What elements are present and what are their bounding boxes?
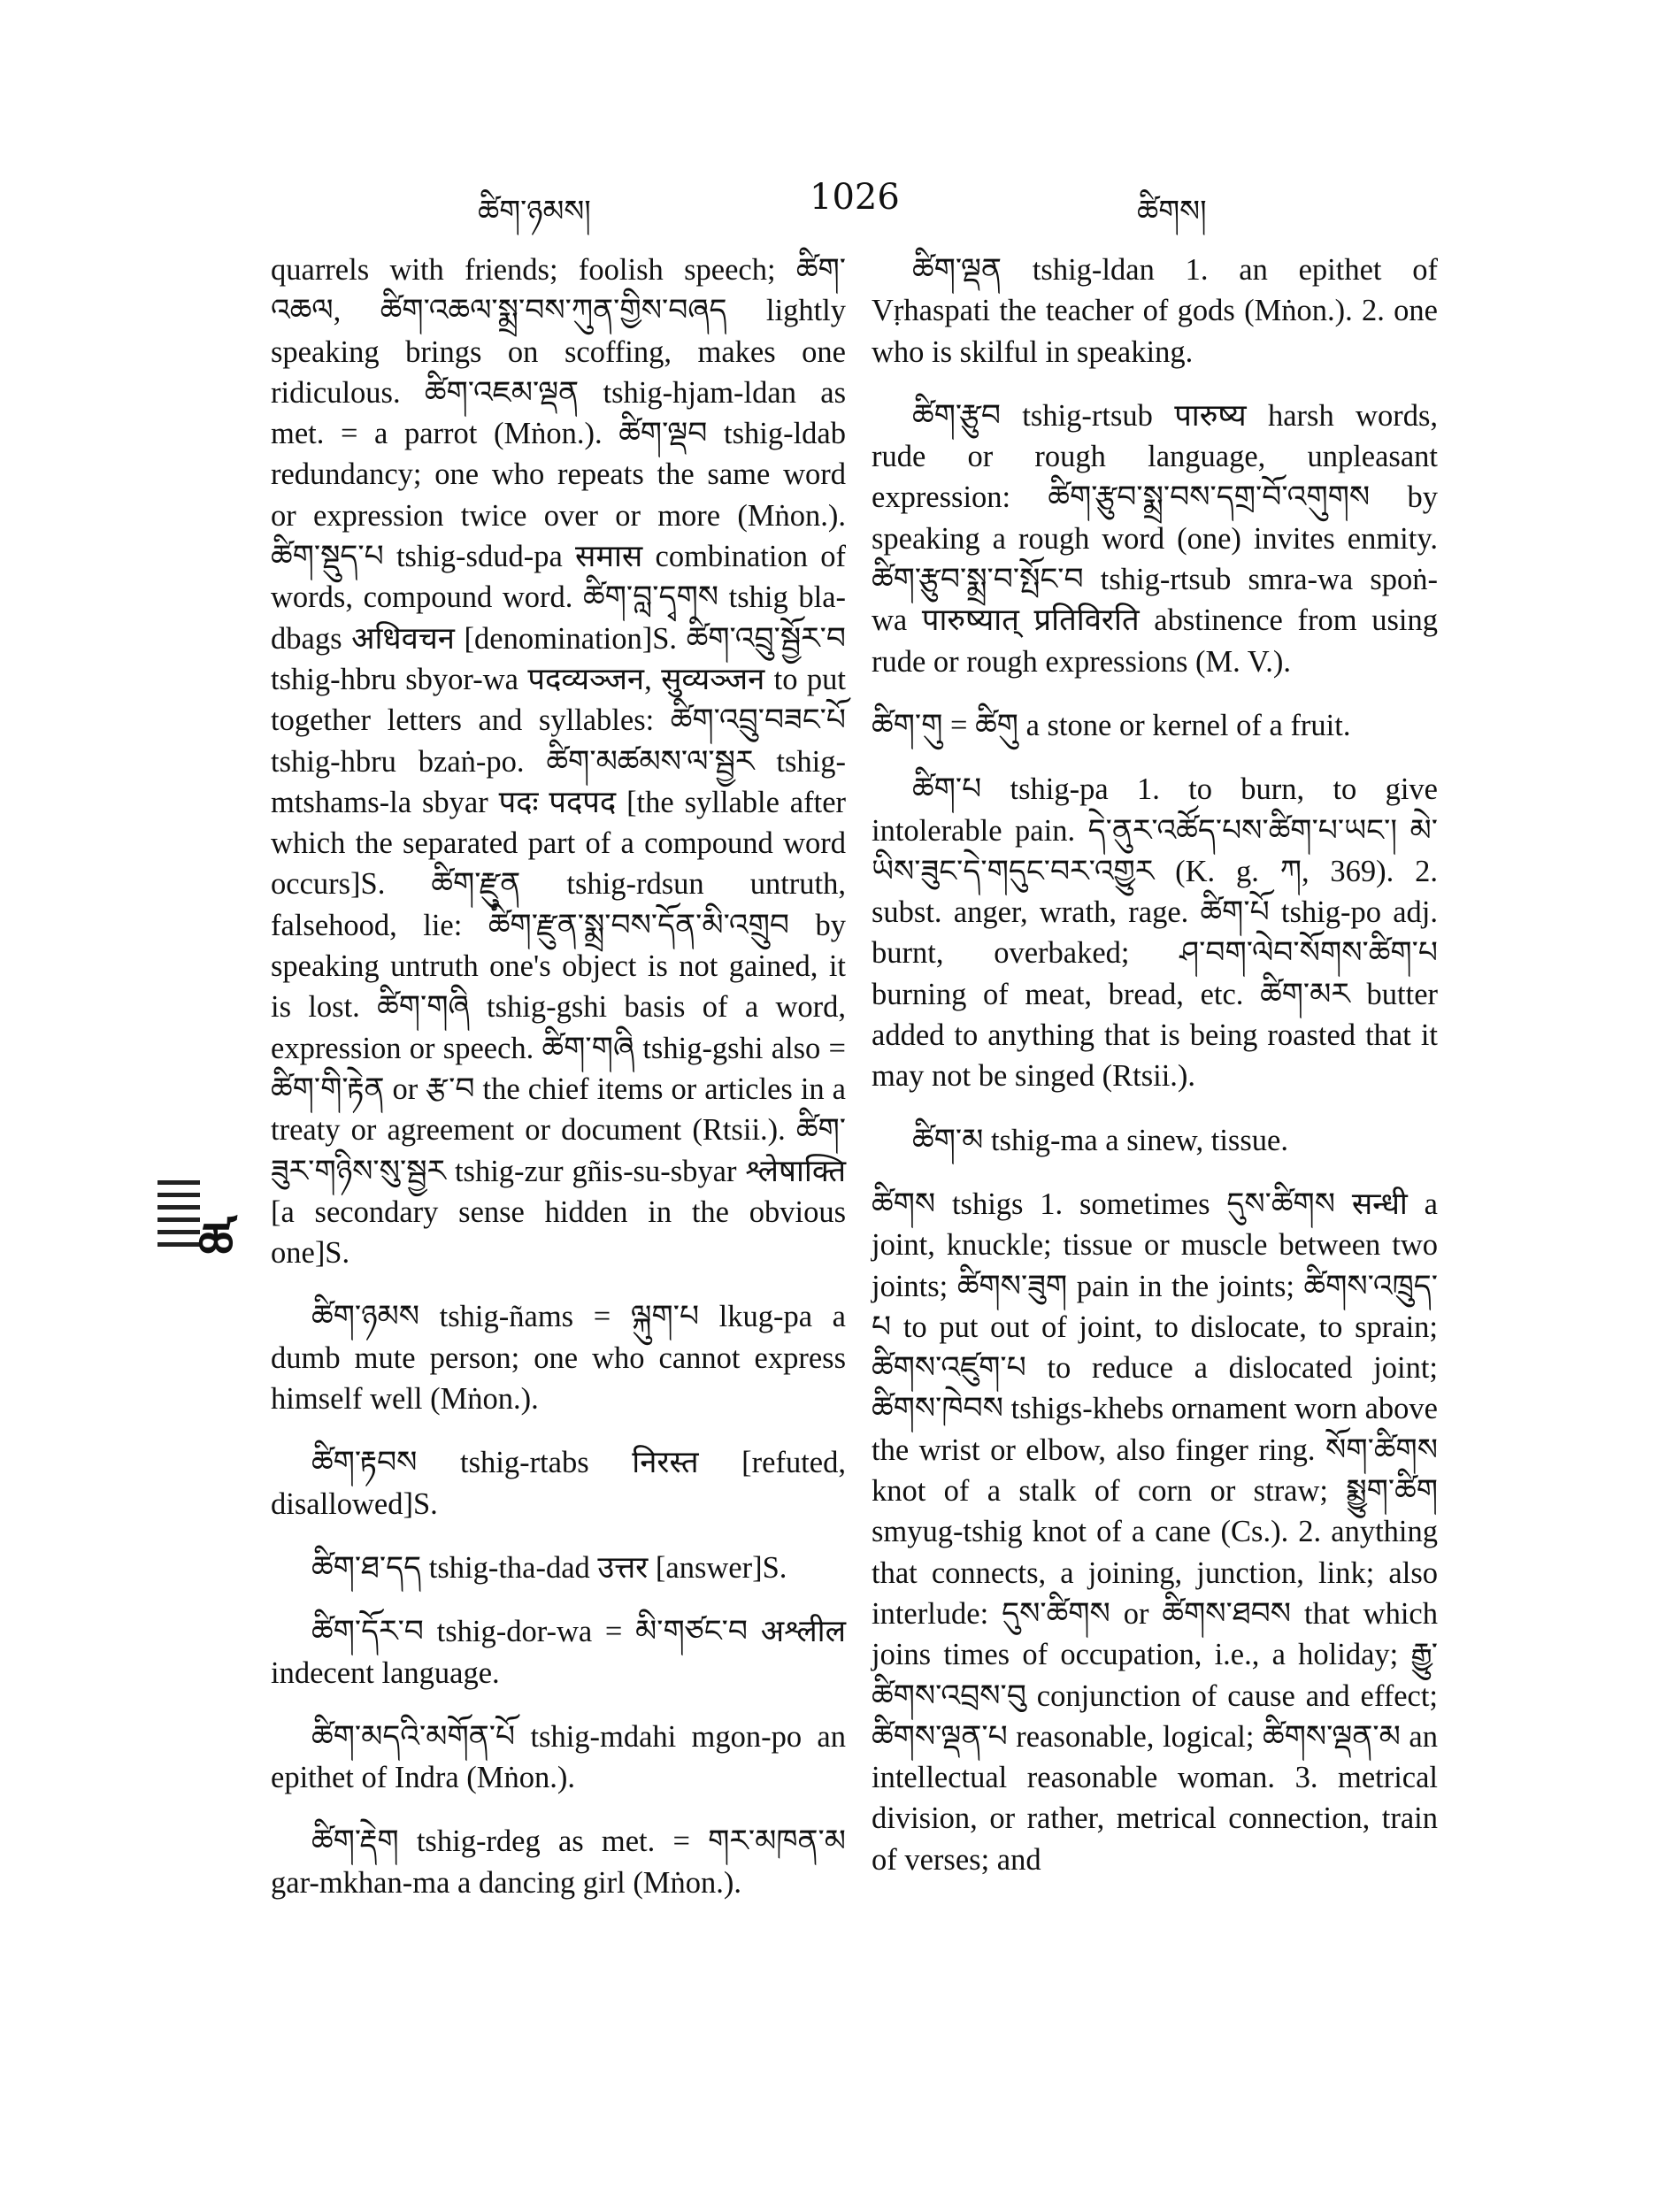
thumb-index-rule xyxy=(157,1230,200,1234)
running-head-right: ཚིགས། xyxy=(1137,194,1207,229)
dictionary-entry: ཚིག་ཐ་དད tshig-tha-dad उत्तर [answer]S. xyxy=(311,1550,787,1585)
right-column xyxy=(872,250,1438,1880)
dictionary-entry: ཚིག་ལྡན tshig-ldan 1. an epithet of Vṛhaspati the teacher of gods (Mṅon.). 2. one who is skilful in speaking. xyxy=(872,253,1438,369)
thumb-index-mark xyxy=(157,1177,242,1271)
dictionary-entry: ཚིག་མ tshig-ma a sinew, tissue. xyxy=(912,1123,1288,1157)
thumb-index-rule xyxy=(157,1217,200,1222)
thumb-index-letter: ཚ xyxy=(198,1213,234,1271)
dictionary-entry: ཚིག་མདའི་མགོན་པོ tshig-mdahi mgon-po an epithet of Indra (Mṅon.). xyxy=(271,1719,846,1795)
dictionary-entry: ཚིག་རྡེག tshig-rdeg as met. = གར་མཁན་མ gar-mkhan-ma a dancing girl (Mṅon.). xyxy=(271,1824,846,1900)
dictionary-entry: quarrels with friends; foolish speech; ཚིག་འཆལ, ཚིག་འཆལ་སྨྲ་བས་ཀུན་གྱིས་བཞད lightly speaking brings on scoffing, makes one ridiculous. ཚིག་འཇམ་ལྡན tshig-hjam-ldan as met. = a parrot (Mṅon.). ཚིག་ལྡབ tshig-ldab redundancy; one who repeats the same word or expression twice over or more (Mṅon.). ཚིག་སྡུད་པ tshig-sdud-pa समास combination of words, compound word. ཚིག་བླ་དྭགས tshig bla-dbags अधिवचन [denomination]S. ཚིག་འབྲུ་སྦྱོར་བ tshig-hbru sbyor-wa पदव्यञ्जन, सुव्यञ्जन to put together letters and syllables: ཚིག་འབྲུ་བཟང་པོ tshig-hbru bzaṅ-po. ཚིག་མཚམས་ལ་སྦྱར tshig-mtshams-la sbyar पदः पदपद [the syllable after which the separated part of a compound word occurs]S. ཚིག་རྫུན tshig-rdsun untruth, falsehood, lie: ཚིག་རྫུན་སྨྲ་བས་དོན་མི་འགྲུབ by speaking untruth one's object is not gained, it is lost. ཚིག་གཞི tshig-gshi basis of a word, expression or speech. ཚིག་གཞི tshig-gshi also = ཚིག་གི་རྟེན or རྩ་བ the chief items or articles in a treaty or agreement or document (Rtsii.). ཚིག་ཟུར་གཉིས་སུ་སྦྱར tshig-zur gñis-su-sbyar श्लेषाक्ति [a secondary sense hidden in the obvious one]S. xyxy=(271,253,846,1271)
running-head xyxy=(265,177,1433,230)
page-number: 1026 xyxy=(810,177,900,218)
dictionary-entry: ཚིག་རྩུབ tshig-rtsub पारुष्य harsh words, rude or rough language, unpleasant expression: ཚིག་རྩུབ་སྨྲ་བས་དགྲ་བོ་འགུགས by speaking a rough word (one) invites enmity. ཚིག་རྩུབ་སྨྲ་བ་སྤོང་བ tshig-rtsub smra-wa spoṅ-wa पारुष्यात् प्रतिविरति abstinence from using rude or rough expressions (M. V.). xyxy=(872,398,1438,679)
thumb-index-rule xyxy=(157,1180,200,1185)
running-head-left: ཚིག་ཉམས། xyxy=(478,194,591,229)
dictionary-entry: ཚིག་པ tshig-pa 1. to burn, to give intolerable pain. དེ་ནུར་འཚོད་པས་ཚིག་པ་ཡང་། མེ་ཡིས་ཟུང་དེ་གདུང་བར་འགྱུར (K. g. ཀ, 369). 2. subst. anger, wrath, rage. ཚིག་པོ tshig-po adj. burnt, overbaked; ཤ་བག་ལེབ་སོགས་ཚིག་པ burning of meat, bread, etc. ཚིག་མར butter added to anything that is being roasted that it may not be singed (Rtsii.). xyxy=(872,772,1438,1094)
dictionary-entry: ཚིག་རྟབས tshig-rtabs निरस्त [refuted, disallowed]S. xyxy=(271,1446,846,1521)
thumb-index-rule xyxy=(157,1193,200,1197)
dictionary-entry: ཚིག་གུ = ཚིགུ a stone or kernel of a fruit. xyxy=(872,708,1351,742)
dictionary-entry: ཚིགས tshigs 1. sometimes དུས་ཚིགས सन्धी a joint, knuckle; tissue or muscle between two joints; ཚིགས་ཟུག pain in the joints; ཚིགས་འཁྲུད་པ to put out of joint, to dislocate, to sprain; ཚིགས་འཛུག་པ to reduce a dislocated joint; ཚིགས་ཁེབས tshigs-khebs ornament worn above the wrist or elbow, also finger ring. སོག་ཚིགས knot of a stalk of corn or straw; སྨྱུག་ཚིག smyug-tshig knot of a cane (Cs.). 2. anything that connects, a joining, junction, link; also interlude: དུས་ཚིགས or ཚིགས་ཐབས that which joins times of occupation, i.e., a holiday; རྒྱུ་ཚིགས་འབྲས་བུ conjunction of cause and effect; ཚིགས་ལྡན་པ reasonable, logical; ཚིགས་ལྡན་མ an intellectual reasonable woman. 3. metrical division, or rather, metrical connection, train of verses; and xyxy=(872,1187,1438,1877)
thumb-index-rule xyxy=(157,1205,200,1210)
dictionary-entry: ཚིག་ཉམས tshig-ñams = ལྐུག་པ lkug-pa a dumb mute person; one who cannot express himself well (Mṅon.). xyxy=(271,1300,846,1417)
thumb-index-rule xyxy=(157,1242,200,1247)
dictionary-entry: ཚིག་དོར་བ tshig-dor-wa = མི་གཙང་བ अश्लील indecent language. xyxy=(271,1615,846,1690)
left-column xyxy=(271,250,846,1903)
